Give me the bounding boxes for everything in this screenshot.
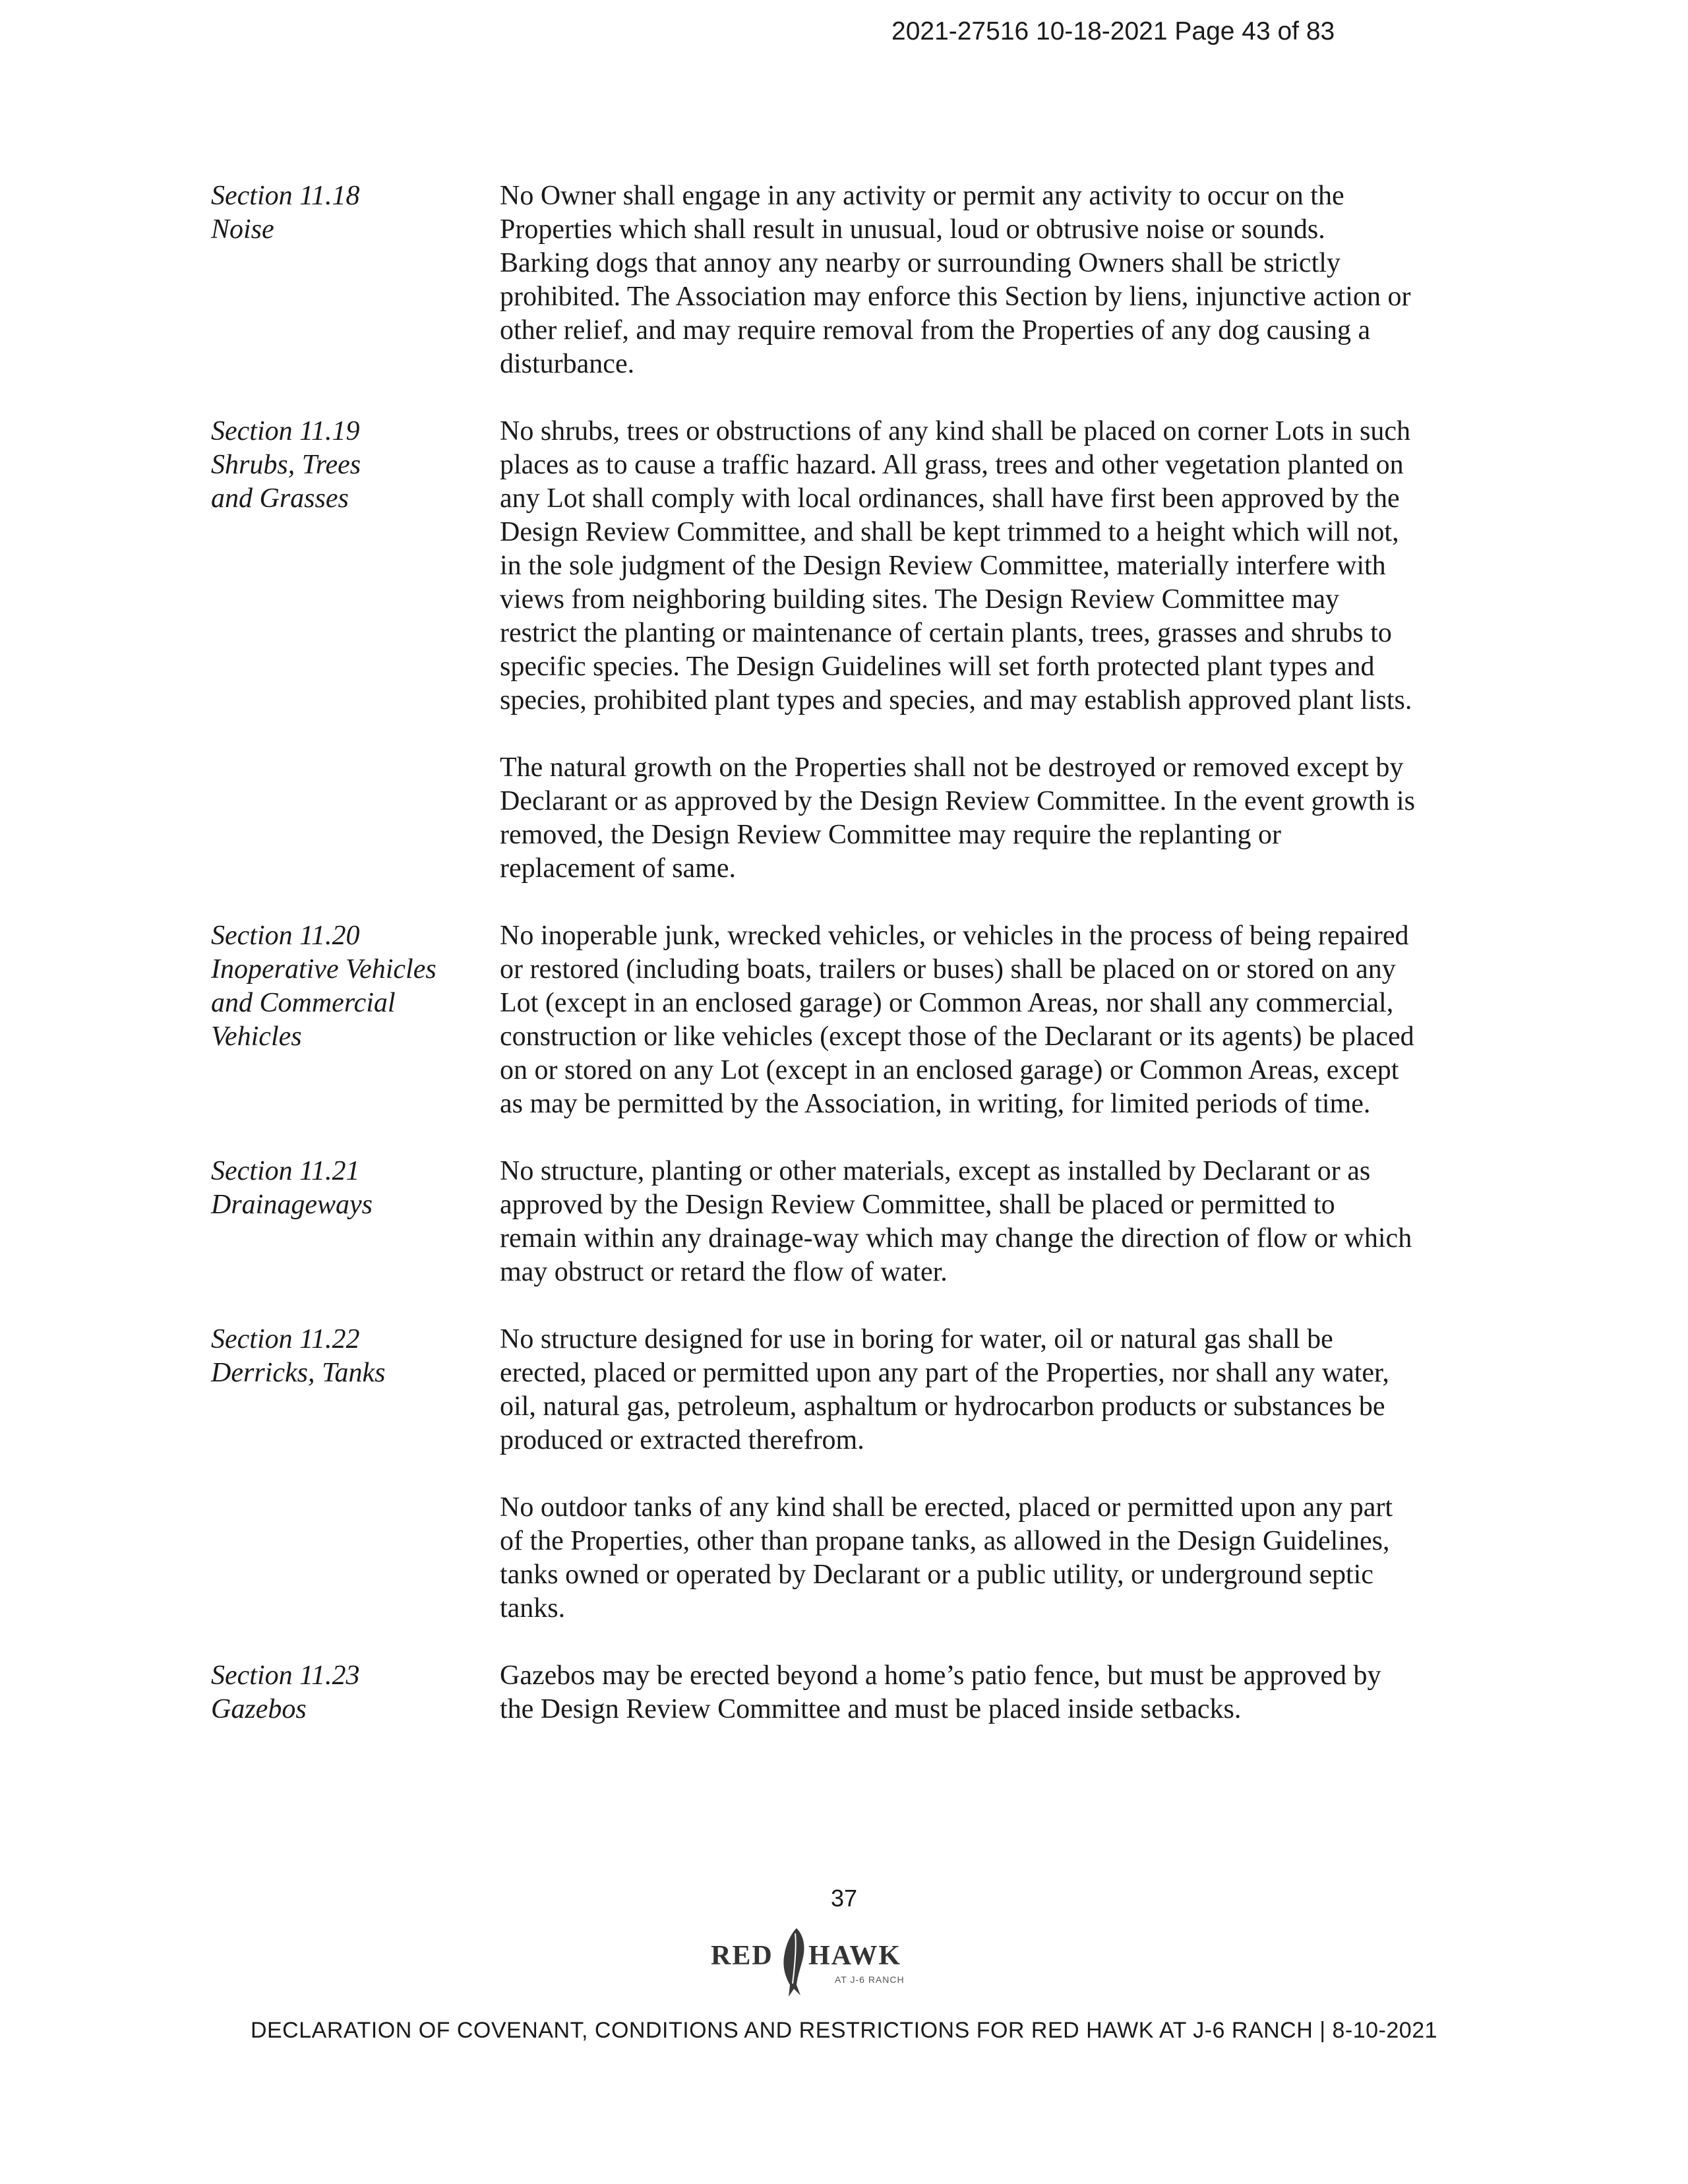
red-hawk-logo (711, 1926, 928, 1998)
section-paragraph: The natural growth on the Properties shall not be destroyed or removed except by Declarant or as approved by the Design Review Committee. In the event growth is removed, the Design Review Committee may require the replanting or replacement of same. (500, 752, 1415, 884)
section-title: Vehicles (211, 1021, 302, 1052)
section-title: Gazebos (211, 1694, 307, 1724)
section-title: and Commercial (211, 988, 396, 1018)
section-title: Inoperative Vehicles (211, 954, 437, 985)
section-label (211, 1323, 500, 1625)
section-paragraph: No Owner shall engage in any activity or permit any activity to occur on the Properties which shall result in unusual, loud or obtrusive noise or sounds. Barking dogs that annoy any nearby or surrounding Owners shall be strictly prohibited. The Association may enforce this Section by liens, injunctive action or other relief, and may require removal from the Properties of any dog causing a disturbance. (500, 181, 1411, 379)
section-11-19 (211, 415, 1418, 886)
section-11-21 (211, 1155, 1418, 1289)
recording-stamp: 2021-27516 10-18-2021 Page 43 of 83 (891, 17, 1335, 46)
section-label (211, 415, 500, 886)
section-label (211, 919, 500, 1121)
page-number: 37 (830, 1885, 858, 1912)
logo-subtitle: AT J-6 RANCH (835, 1974, 905, 1985)
section-body (500, 415, 1418, 886)
section-number: Section 11.18 (211, 181, 360, 211)
section-paragraph: No structure, planting or other materials, except as installed by Declarant or as approved by the Design Review Committee, shall be placed or permitted to remain within any drainage-way which may change the direction of flow or which may obstruct or retard the flow of water. (500, 1156, 1412, 1287)
section-11-18 (211, 179, 1418, 381)
section-body (500, 919, 1418, 1121)
section-title: Noise (211, 214, 274, 245)
section-number: Section 11.22 (211, 1324, 360, 1354)
section-11-23 (211, 1659, 1418, 1726)
section-title: Derricks, Tanks (211, 1358, 386, 1388)
section-body (500, 1323, 1418, 1625)
section-title: Drainageways (211, 1190, 373, 1220)
section-label (211, 1659, 500, 1726)
section-11-22 (211, 1323, 1418, 1625)
document-title-footer: DECLARATION OF COVENANT, CONDITIONS AND RESTRICTIONS FOR RED HAWK AT J-6 RANCH | 8-10-2021 (250, 2018, 1438, 2043)
section-title: Shrubs, Trees (211, 450, 361, 480)
logo-word-red: RED (711, 1941, 773, 1971)
hawk-feather-icon (777, 1926, 811, 1998)
section-paragraph: Gazebos may be erected beyond a home’s patio fence, but must be approved by the Design Review Committee and must be placed inside setbacks. (500, 1660, 1381, 1724)
section-body (500, 179, 1418, 381)
section-number: Section 11.20 (211, 921, 360, 951)
section-number: Section 11.21 (211, 1156, 360, 1186)
section-paragraph: No structure designed for use in boring for water, oil or natural gas shall be erected, placed or permitted upon any part of the Properties, nor shall any water, oil, natural gas, petroleum, asphaltum or hydrocarbon products or substances be produced or extracted therefrom. (500, 1324, 1389, 1455)
document-body (211, 179, 1418, 1726)
section-label (211, 1155, 500, 1289)
section-label (211, 179, 500, 381)
section-title: and Grasses (211, 483, 349, 514)
section-paragraph: No shrubs, trees or obstructions of any kind shall be placed on corner Lots in such places as to cause a traffic hazard. All grass, trees and other vegetation planted on any Lot shall comply with local ordinances, shall have first been approved by the Design Review Committee, and shall be kept trimmed to a height which will not, in the sole judgment of the Design Review Committee, materially interfere with views from neighboring building sites. The Design Review Committee may restrict the planting or maintenance of certain plants, trees, grasses and shrubs to specific species. The Design Guidelines will set forth protected plant types and species, prohibited plant types and species, and may establish approved plant lists. (500, 416, 1412, 715)
section-number: Section 11.23 (211, 1660, 360, 1691)
section-paragraph: No outdoor tanks of any kind shall be erected, placed or permitted upon any part of the Properties, other than propane tanks, as allowed in the Design Guidelines, tanks owned or operated by Declarant or a public utility, or underground septic tanks. (500, 1492, 1393, 1623)
section-11-20 (211, 919, 1418, 1121)
section-paragraph: No inoperable junk, wrecked vehicles, or vehicles in the process of being repaired or restored (including boats, trailers or buses) shall be placed on or stored on any Lot (except in an enclosed garage) or Common Areas, nor shall any commercial, construction or like vehicles (except those of the Declarant or its agents) be placed on or stored on any Lot (except in an enclosed garage) or Common Areas, except as may be permitted by the Association, in writing, for limited periods of time. (500, 921, 1414, 1119)
section-body (500, 1659, 1418, 1726)
section-body (500, 1155, 1418, 1289)
logo-word-hawk: HAWK (808, 1941, 902, 1971)
section-number: Section 11.19 (211, 416, 360, 446)
